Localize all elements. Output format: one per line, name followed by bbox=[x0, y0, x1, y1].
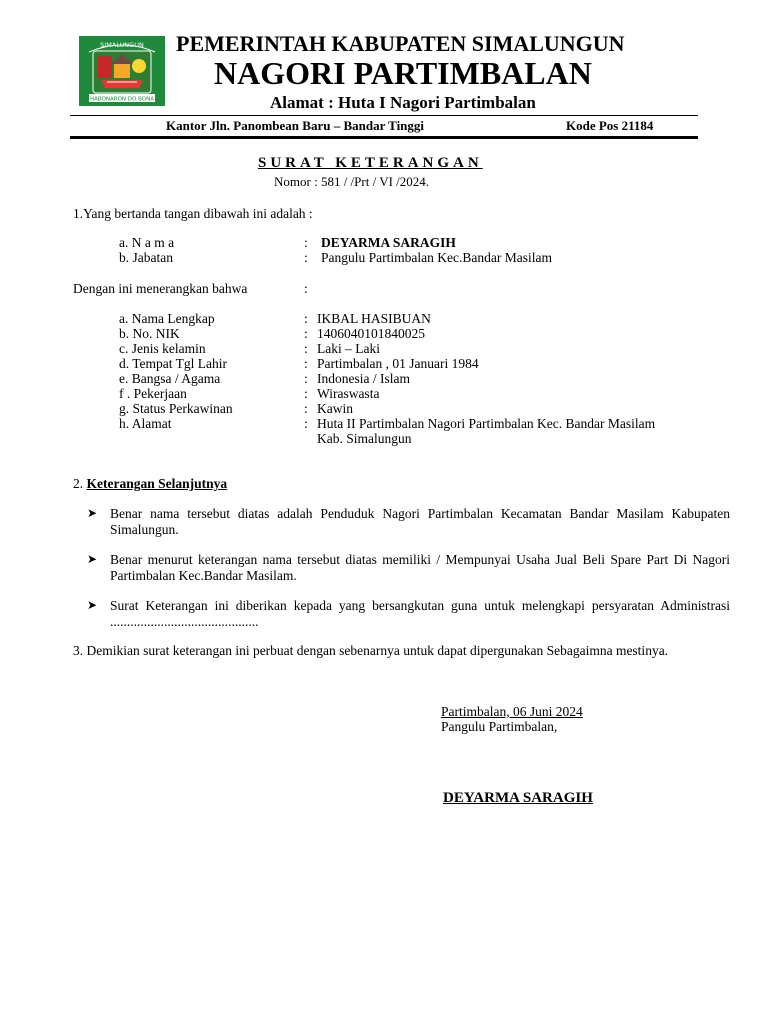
office-address: Kantor Jln. Panombean Baru – Bandar Tinggi bbox=[166, 118, 425, 133]
declare-colon: : bbox=[304, 281, 308, 296]
section2-title: Keterangan Selanjutnya bbox=[86, 476, 228, 491]
section2-heading bbox=[73, 476, 227, 491]
bullet-item-3: Surat Keterangan ini diberikan kepada yang bersangkutan guna untuk melengkapi persyaratan Administrasi ............................................ bbox=[110, 598, 730, 629]
bullet-arrow-icon: ➤ bbox=[87, 506, 98, 520]
bullet-arrow-icon: ➤ bbox=[87, 598, 98, 612]
signer-position-colon: : bbox=[304, 250, 308, 265]
subject-gender-value: Laki – Laki bbox=[317, 341, 380, 356]
subject-birth-value: Partimbalan , 01 Januari 1984 bbox=[317, 356, 479, 371]
subject-name-value: IKBAL HASIBUAN bbox=[317, 311, 431, 326]
signer-position-label: b. Jabatan bbox=[119, 250, 173, 265]
signer-name-colon: : bbox=[304, 235, 308, 250]
header-rule-bottom bbox=[70, 136, 698, 139]
declare-text: Dengan ini menerangkan bahwa bbox=[73, 281, 248, 296]
logo-top-text: SIMALUNGUN bbox=[100, 41, 144, 49]
document-number: Nomor : 581 / /Prt / VI /2024. bbox=[274, 174, 430, 189]
document-title: SURAT KETERANGAN bbox=[258, 155, 483, 171]
subject-gender-label: c. Jenis kelamin bbox=[119, 341, 206, 356]
header-government: PEMERINTAH KABUPATEN SIMALUNGUN bbox=[176, 31, 625, 56]
bullet-arrow-icon: ➤ bbox=[87, 552, 98, 566]
subject-nation-religion-colon: : bbox=[304, 371, 308, 386]
header-village: NAGORI PARTIMBALAN bbox=[214, 55, 592, 91]
logo-bottom-text: HABONARON DO BONA bbox=[90, 96, 154, 103]
sign-role: Pangulu Partimbalan, bbox=[441, 719, 558, 734]
subject-nik-label: b. No. NIK bbox=[119, 326, 180, 341]
subject-marital-label: g. Status Perkawinan bbox=[119, 401, 233, 416]
subject-birth-colon: : bbox=[304, 356, 308, 371]
sign-place-date: Partimbalan, 06 Juni 2024 bbox=[441, 704, 583, 719]
subject-address-value-line2: Kab. Simalungun bbox=[317, 431, 412, 446]
subject-nik-value: 1406040101840025 bbox=[317, 326, 425, 341]
subject-name-label: a. Nama Lengkap bbox=[119, 311, 215, 326]
subject-birth-label: d. Tempat Tgl Lahir bbox=[119, 356, 228, 371]
postal-code: Kode Pos 21184 bbox=[566, 118, 654, 133]
subject-nik-colon: : bbox=[304, 326, 308, 341]
subject-nation-religion-value: Indonesia / Islam bbox=[317, 371, 410, 386]
subject-occupation-colon: : bbox=[304, 386, 308, 401]
signer-name-label: a. N a m a bbox=[119, 235, 175, 250]
subject-gender-colon: : bbox=[304, 341, 308, 356]
header-rule-top bbox=[70, 115, 698, 116]
subject-address-label: h. Alamat bbox=[119, 416, 172, 431]
subject-nation-religion-label: e. Bangsa / Agama bbox=[119, 371, 221, 386]
subject-name-colon: : bbox=[304, 311, 308, 326]
subject-address-colon: : bbox=[304, 416, 308, 431]
signer-name-value: DEYARMA SARAGIH bbox=[321, 235, 456, 250]
sign-name: DEYARMA SARAGIH bbox=[443, 790, 593, 806]
subject-occupation-value: Wiraswasta bbox=[317, 386, 380, 401]
closing-text: 3. Demikian surat keterangan ini perbuat dengan sebenarnya untuk dapat dipergunakan Sebagaimna mestinya. bbox=[73, 643, 669, 658]
regency-logo bbox=[79, 36, 165, 106]
bullet-item-2: Benar menurut keterangan nama tersebut diatas memiliki / Mempunyai Usaha Jual Beli Spare Part Di Nagori Partimbalan Kec.Bandar Masilam. bbox=[110, 552, 730, 583]
subject-marital-value: Kawin bbox=[317, 401, 353, 416]
subject-marital-colon: : bbox=[304, 401, 308, 416]
subject-occupation-label: f . Pekerjaan bbox=[119, 386, 187, 401]
signer-position-value: Pangulu Partimbalan Kec.Bandar Masilam bbox=[321, 250, 552, 265]
intro-text: 1.Yang bertanda tangan dibawah ini adalah : bbox=[73, 206, 313, 221]
subject-address-value: Huta II Partimbalan Nagori Partimbalan Kec. Bandar Masilam bbox=[317, 416, 656, 431]
bullet-item-1: Benar nama tersebut diatas adalah Penduduk Nagori Partimbalan Kecamatan Bandar Masilam Kabupaten Simalungun. bbox=[110, 506, 730, 537]
section2-number: 2. bbox=[73, 476, 84, 491]
header-address: Alamat : Huta I Nagori Partimbalan bbox=[270, 93, 536, 112]
